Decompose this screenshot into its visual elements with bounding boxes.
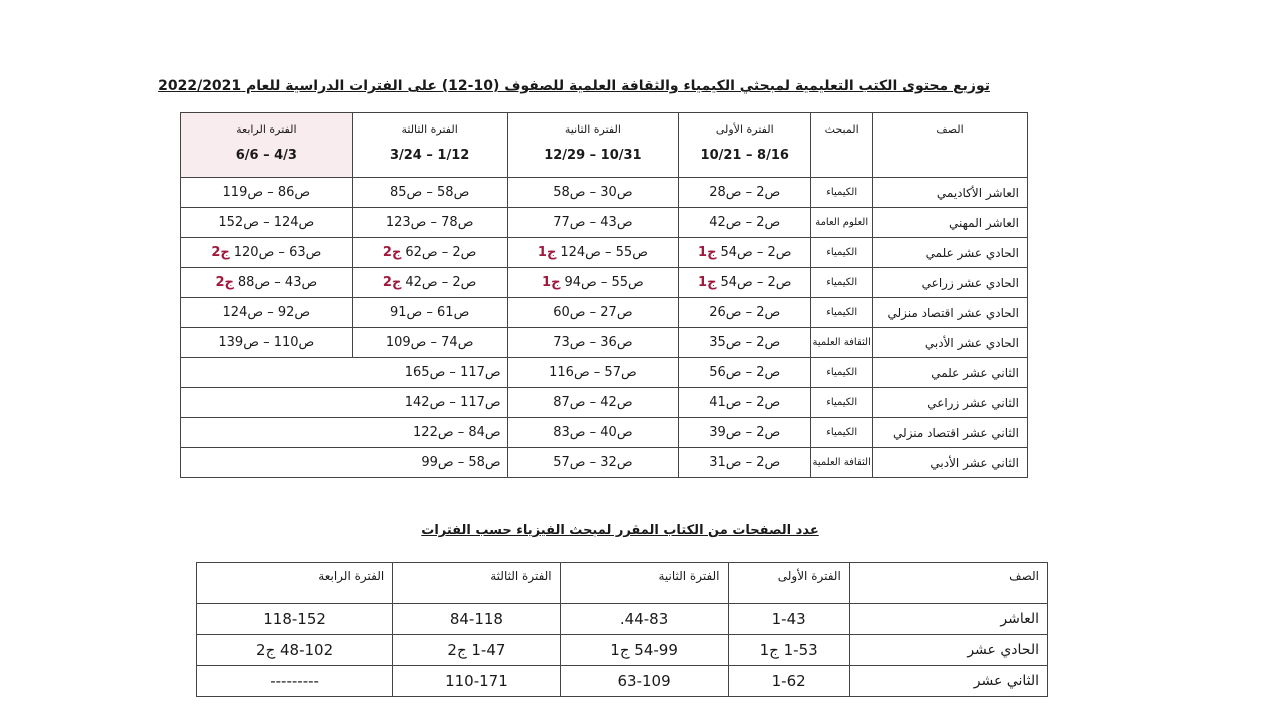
table-row: [181, 328, 1028, 358]
table-header-row: [181, 113, 1028, 178]
cell-p3-p4: ص84 – ص122: [181, 418, 508, 448]
volume-note: ج1: [698, 245, 717, 260]
cell-p1: ص2 – ص39: [679, 418, 811, 448]
cell-range: ص55 – ص124: [560, 245, 648, 260]
cell-p4: ص124 – ص152: [181, 208, 353, 238]
header-period-3: الفترة الثالثة: [393, 563, 560, 604]
header-period-2: الفترة الثانية 12/29 – 10/31: [507, 113, 679, 178]
cell-p2: ص27 – ص60: [507, 298, 679, 328]
table-row: [181, 268, 1028, 298]
cell-grade: الحادي عشر: [849, 635, 1047, 666]
cell-p3-p4: ص117 – ص165: [181, 358, 508, 388]
cell-grade: الثاني عشر: [849, 666, 1047, 697]
cell-grade: الثاني عشر اقتصاد منزلي: [873, 418, 1028, 448]
table-row: [197, 635, 1048, 666]
cell-subject: الكيمياء: [811, 358, 873, 388]
cell-p4: [181, 238, 353, 268]
cell-range: ص2 – ص42: [405, 275, 477, 290]
cell-p1: ص2 – ص56: [679, 358, 811, 388]
cell-subject: الكيمياء: [811, 268, 873, 298]
cell-p2: ص42 – ص87: [507, 388, 679, 418]
cell-p1: ص2 – ص42: [679, 208, 811, 238]
cell-p3: [352, 268, 507, 298]
cell-grade: العاشر: [849, 604, 1047, 635]
cell-p3: 1-47 ج2: [393, 635, 560, 666]
cell-p3: ص78 – ص123: [352, 208, 507, 238]
header-period-4: الفترة الرابعة: [197, 563, 393, 604]
cell-p2: 63-109: [560, 666, 728, 697]
table-row: [181, 388, 1028, 418]
table-row: [181, 358, 1028, 388]
cell-p4: 118-152: [197, 604, 393, 635]
cell-subject: الكيمياء: [811, 238, 873, 268]
cell-range: ص2 – ص62: [405, 245, 477, 260]
physics-section-title: عدد الصفحات من الكتاب المقرر لمبحث الفيزياء حسب الفترات: [421, 523, 819, 538]
cell-grade: الحادي عشر اقتصاد منزلي: [873, 298, 1028, 328]
cell-p2: ص36 – ص73: [507, 328, 679, 358]
table-row: [197, 604, 1048, 635]
table-header-row: [197, 563, 1048, 604]
cell-range: ص43 – ص88: [237, 275, 318, 290]
table-row: [181, 418, 1028, 448]
document-title: توزيع محتوى الكتب التعليمية لمبحثي الكيمياء والثقافة العلمية للصفوف (10-12) على الفترات الدراسية للعام 2022/2021: [158, 78, 990, 94]
cell-subject: الكيمياء: [811, 178, 873, 208]
volume-note: ج1: [698, 275, 717, 290]
cell-subject: العلوم العامة: [811, 208, 873, 238]
cell-p2: [507, 238, 679, 268]
table-row: [197, 666, 1048, 697]
cell-subject: الكيمياء: [811, 298, 873, 328]
cell-p4: ص86 – ص119: [181, 178, 353, 208]
cell-p1: ص2 – ص26: [679, 298, 811, 328]
cell-p4: 48-102 ج2: [197, 635, 393, 666]
cell-grade: الثاني عشر الأدبي: [873, 448, 1028, 478]
cell-p4: ص110 – ص139: [181, 328, 353, 358]
cell-grade: العاشر الأكاديمي: [873, 178, 1028, 208]
volume-note: ج2: [382, 245, 402, 260]
cell-p2: ص30 – ص58: [507, 178, 679, 208]
cell-grade: العاشر المهني: [873, 208, 1028, 238]
cell-p1: ص2 – ص41: [679, 388, 811, 418]
cell-p3: ص74 – ص109: [352, 328, 507, 358]
cell-p2: ص40 – ص83: [507, 418, 679, 448]
cell-p4: ص92 – ص124: [181, 298, 353, 328]
cell-p4: [181, 268, 353, 298]
header-period-4: الفترة الرابعة 6/6 – 4/3: [181, 113, 353, 178]
cell-range: ص2 – ص54: [720, 275, 792, 290]
volume-note: ج1: [542, 275, 561, 290]
cell-range: ص63 – ص120: [233, 245, 322, 260]
cell-p3: ص61 – ص91: [352, 298, 507, 328]
cell-p4: ---------: [197, 666, 393, 697]
cell-range: ص2 – ص54: [720, 245, 792, 260]
header-period-2: الفترة الثانية: [560, 563, 728, 604]
cell-subject: الكيمياء: [811, 418, 873, 448]
cell-range: ص55 – ص94: [564, 275, 644, 290]
cell-p1: ص2 – ص31: [679, 448, 811, 478]
table-row: [181, 298, 1028, 328]
cell-p2: ص57 – ص116: [507, 358, 679, 388]
cell-p2: ص43 – ص77: [507, 208, 679, 238]
volume-note: ج2: [215, 275, 234, 290]
table-row: [181, 448, 1028, 478]
cell-p1: ص2 – ص28: [679, 178, 811, 208]
chemistry-distribution-table: [180, 112, 1028, 478]
cell-p2: 44-83.: [560, 604, 728, 635]
cell-p2: 54-99 ج1: [560, 635, 728, 666]
cell-p3: 84-118: [393, 604, 560, 635]
header-period-1: الفترة الأولى 10/21 – 8/16: [679, 113, 811, 178]
header-period-1: الفترة الأولى: [728, 563, 849, 604]
cell-p1: [679, 268, 811, 298]
cell-grade: الحادي عشر علمي: [873, 238, 1028, 268]
header-period-3: الفترة الثالثة 3/24 – 1/12: [352, 113, 507, 178]
cell-p1: 1-53 ج1: [728, 635, 849, 666]
cell-p3: ص58 – ص85: [352, 178, 507, 208]
cell-p3-p4: ص58 – ص99: [181, 448, 508, 478]
cell-subject: الثقافة العلمية: [811, 448, 873, 478]
cell-grade: الثاني عشر علمي: [873, 358, 1028, 388]
cell-p3: 110-171: [393, 666, 560, 697]
volume-note: ج1: [537, 245, 557, 260]
cell-subject: الثقافة العلمية: [811, 328, 873, 358]
table-row: [181, 178, 1028, 208]
cell-p3-p4: ص117 – ص142: [181, 388, 508, 418]
cell-p3: [352, 238, 507, 268]
cell-grade: الحادي عشر زراعي: [873, 268, 1028, 298]
cell-p1: ص2 – ص35: [679, 328, 811, 358]
volume-note: ج2: [382, 275, 402, 290]
volume-note: ج2: [211, 245, 230, 260]
cell-p1: 1-43: [728, 604, 849, 635]
cell-grade: الحادي عشر الأدبي: [873, 328, 1028, 358]
cell-p2: [507, 268, 679, 298]
cell-p1: 1-62: [728, 666, 849, 697]
cell-subject: الكيمياء: [811, 388, 873, 418]
physics-pages-table: [196, 562, 1048, 697]
cell-grade: الثاني عشر زراعي: [873, 388, 1028, 418]
header-subject: المبحث: [811, 113, 873, 178]
header-grade: الصف: [849, 563, 1047, 604]
table-row: [181, 208, 1028, 238]
table-row: [181, 238, 1028, 268]
cell-p1: [679, 238, 811, 268]
header-grade: الصف: [873, 113, 1028, 178]
cell-p2: ص32 – ص57: [507, 448, 679, 478]
